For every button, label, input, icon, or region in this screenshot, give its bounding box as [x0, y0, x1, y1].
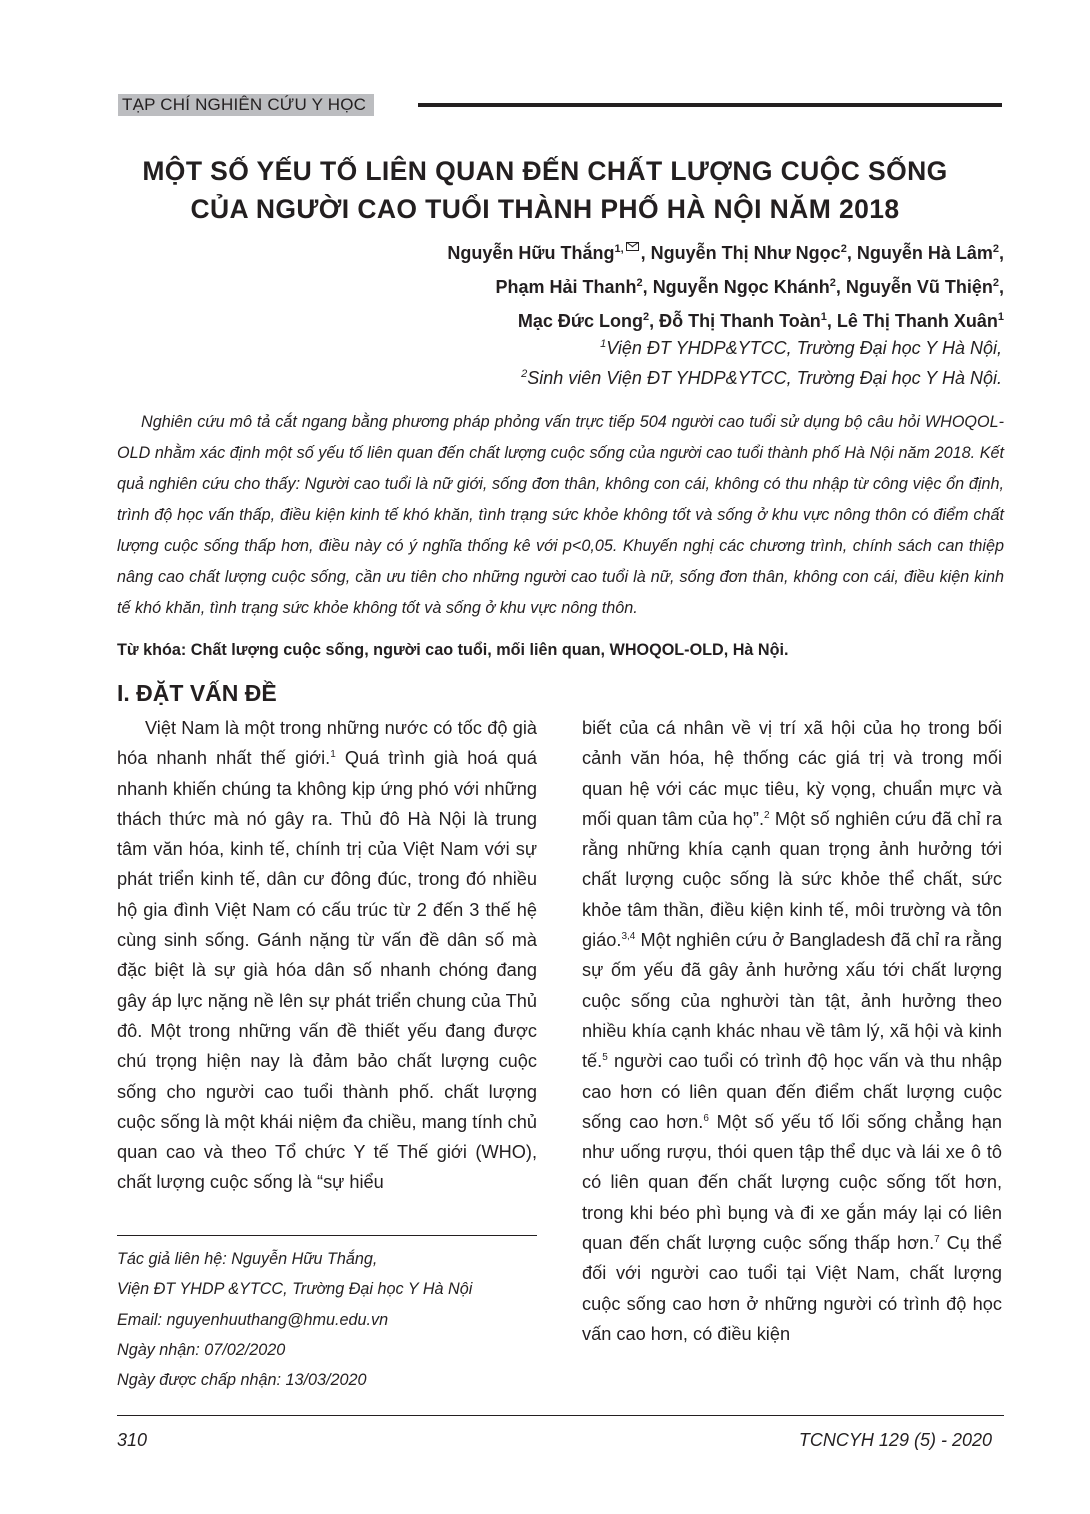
affiliation-number: 1	[600, 338, 607, 350]
affiliation-text: Sinh viên Viện ĐT YHDP&YTCC, Trường Đại học Y Hà Nội.	[527, 368, 1002, 388]
section-heading: I. ĐẶT VẤN ĐỀ	[117, 680, 277, 706]
affiliation-list	[302, 333, 1002, 393]
author-name: Phạm Hải Thanh	[495, 277, 637, 297]
author-name: Lê Thị Thanh Xuân	[836, 311, 998, 331]
footnote-institute: Viện ĐT YHDP &YTCC, Trường Đại học Y Hà Nội	[117, 1280, 473, 1299]
author-name: Mạc Đức Long	[517, 311, 643, 331]
body-text: người cao tuổi có trình độ học vấn và thu nhập cao hơn có liên quan đến điểm chất lượng cuộc sống cao hơn.	[582, 1051, 1002, 1132]
article-title	[100, 152, 990, 228]
author-affil-ref: 2	[992, 277, 999, 289]
author-name: Nguyễn Ngọc Khánh	[652, 277, 830, 297]
footnote-email: Email: nguyenhuuthang@hmu.edu.vn	[117, 1310, 389, 1329]
footnote-contact: Tác giả liên hệ: Nguyễn Hữu Thắng,	[117, 1250, 378, 1268]
author-name: Nguyễn Hà Lâm	[856, 243, 993, 263]
author-affil-ref: 2	[642, 311, 650, 323]
footnote-rule	[117, 1235, 537, 1236]
author-affil-ref: 2	[840, 243, 847, 255]
citation-ref: 2	[764, 809, 770, 821]
body-text: Một số nghiên cứu đã chỉ ra rằng những khía cạnh quan trọng ảnh hưởng tới chất lượng cuộc sống là sức khỏe thể chất, sức khỏe tâm thần, điều kiện kinh tế, môi trường và tôn giáo.	[582, 808, 1002, 951]
footnote-received-date: Ngày nhận: 07/02/2020	[117, 1340, 286, 1359]
author-line-2: Phạm Hải Thanh$^2$, Nguyễn Ngọc Khánh$^2$, Nguyễn Vũ Thiện$^2$,	[495, 277, 1004, 297]
author-affil-ref: 2	[636, 277, 643, 289]
journal-issue: TCNCYH 129 (5) - 2020	[798, 1430, 992, 1450]
author-affil-ref: 1,	[614, 243, 624, 255]
title-line-2: CỦA NGƯỜI CAO TUỔI THÀNH PHỐ HÀ NỘI NĂM 2018	[190, 194, 900, 224]
author-affil-ref: 1	[820, 311, 827, 323]
author-affil-ref: 1	[997, 311, 1004, 323]
header-rule	[418, 103, 1002, 107]
footnote-accepted-date: Ngày được chấp nhận: 13/03/2020	[117, 1371, 367, 1390]
body-column-right	[582, 713, 1002, 1349]
keywords: Từ khóa: Chất lượng cuộc sống, người cao tuổi, mối liên quan, WHOQOL-OLD, Hà Nội.	[117, 641, 789, 659]
footer-rule	[117, 1415, 1004, 1416]
journal-header	[118, 94, 1002, 116]
author-name: Đỗ Thị Thanh Toàn	[659, 311, 821, 331]
body-text: biết của cá nhân về vị trí xã hội của họ trong bối cảnh văn hóa, hệ thống các giá trị và trong mối quan hệ với các mục tiêu, kỳ vọng, chuẩn mực và mối quan tâm của họ”.	[582, 718, 1002, 829]
author-name: Nguyễn Vũ Thiện	[845, 277, 993, 297]
body-text: Một nghiên cứu ở Bangladesh đã chỉ ra rằng sự ốm yếu đã gây ảnh hưởng xấu tới chất lượng cuộc sống của nghười tàn tật, ảnh hưởng theo nhiều khía cạnh khác nhau về tâm lý, xã hội và kinh tế.	[582, 930, 1002, 1072]
citation-ref: 6	[703, 1112, 709, 1124]
body-text: Cụ thể đối với người cao tuổi tại Việt Nam, chất lượng cuộc sống cao hơn ở những người có trình độ học vấn cao hơn, có điều kiện	[582, 1233, 1003, 1344]
citation-ref: 3,4	[621, 931, 636, 943]
body-text: Một số yếu tố lối sống chẳng hạn như uống rượu, thói quen tập thể dục và lái xe ô tô có liên quan đến chất lượng cuộc sống tốt hơn, trong khi béo phì bụng và đi xe gắn máy lại có liên quan đến chất lượng cuộc sống thấp hơn.	[582, 1111, 1002, 1254]
affiliation-text: Viện ĐT YHDP&YTCC, Trường Đại học Y Hà Nội,	[606, 338, 1002, 358]
author-affil-ref: 2	[829, 277, 836, 289]
citation-ref: 7	[934, 1234, 940, 1246]
affiliation	[302, 363, 1002, 393]
abstract: Nghiên cứu mô tả cắt ngang bằng phương pháp phỏng vấn trực tiếp 504 người cao tuổi sử dụng bộ câu hỏi WHOQOL-OLD nhằm xác định một số yếu tố liên quan đến chất lượng cuộc sống của người cao tuổi thành phố Hà Nội năm 2018. Kết quả nghiên cứu cho thấy: Người cao tuổi là nữ giới, sống đơn thân, không con cái, không có thu nhập từ công việc ổn định, trình độ học vấn thấp, điều kiện kinh tế khó khăn, tình trạng sức khỏe không tốt và sống ở khu vực nông thôn có điểm chất lượng cuộc sống thấp hơn, điều này có ý nghĩa thống kê với p<0,05. Khuyến nghị các chương trình, chính sách can thiệp nâng cao chất lượng cuộc sống, cần ưu tiên cho những người cao tuổi là nữ, sống đơn thân, không con cái, điều kiện kinh tế khó khăn, tình trạng sức khỏe không tốt và sống ở khu vực nông thôn.	[117, 413, 1004, 617]
envelope-icon	[626, 242, 639, 251]
body-text: Quá trình già hoá quá nhanh khiến chúng ta không kịp ứng phó với những thách thức mà nó gây ra. Thủ đô Hà Nội là trung tâm văn hóa, kinh tế, chính trị của Việt Nam với sự phát triển kinh tế, dân cư đông đúc, trong đó nhiều hộ gia đình Việt Nam có cấu trúc từ 2 đến 3 thế hệ cùng sinh sống. Gánh nặng từ vấn đề dân số mà đặc biệt là sự già hóa dân số nhanh chóng đang gây áp lực nặng nề lên sự phát triển chung của Thủ đô. Một trong những vấn đề thiết yếu đang được chú trọng hiện nay là đảm bảo chất lượng cuộc sống cho người cao tuổi thành phố. chất lượng cuộc sống là một khái niệm đa chiều, mang tính chủ quan cao và theo Tổ chức Y tế Thế giới (WHO), chất lượng cuộc sống là “sự hiểu	[117, 748, 537, 1193]
body-column-left	[117, 713, 537, 1198]
body-text: Việt Nam là một trong những nước có tốc độ già hóa nhanh nhất thế giới.	[117, 718, 537, 769]
journal-name: TẠP CHÍ NGHIÊN CỨU Y HỌC	[118, 94, 374, 116]
author-list	[104, 236, 1004, 338]
page-number: 310	[117, 1430, 148, 1450]
affiliation-number: 2	[521, 368, 528, 380]
author-affil-ref: 2	[992, 243, 999, 255]
author-line-3: Mạc Đức Long$^2$, Đỗ Thị Thanh Toàn$^1$, Lê Thị Thanh Xuân$^1$	[517, 311, 1004, 331]
title-line-1: MỘT SỐ YẾU TỐ LIÊN QUAN ĐẾN CHẤT LƯỢNG CUỘC SỐNG	[142, 156, 948, 186]
citation-ref: 5	[602, 1052, 608, 1064]
author-line-1: Nguyễn Hữu Thắng$^{1,}$ , Nguyễn Thị Như Ngọc$^2$, Nguyễn Hà Lâm$^2$,	[447, 243, 1004, 263]
author-name: Nguyễn Thị Như Ngọc	[650, 243, 841, 263]
affiliation	[302, 333, 1002, 363]
author-name: Nguyễn Hữu Thắng	[447, 243, 615, 263]
corresponding-author-footnote	[117, 1244, 547, 1395]
citation-ref: 1	[330, 749, 336, 761]
